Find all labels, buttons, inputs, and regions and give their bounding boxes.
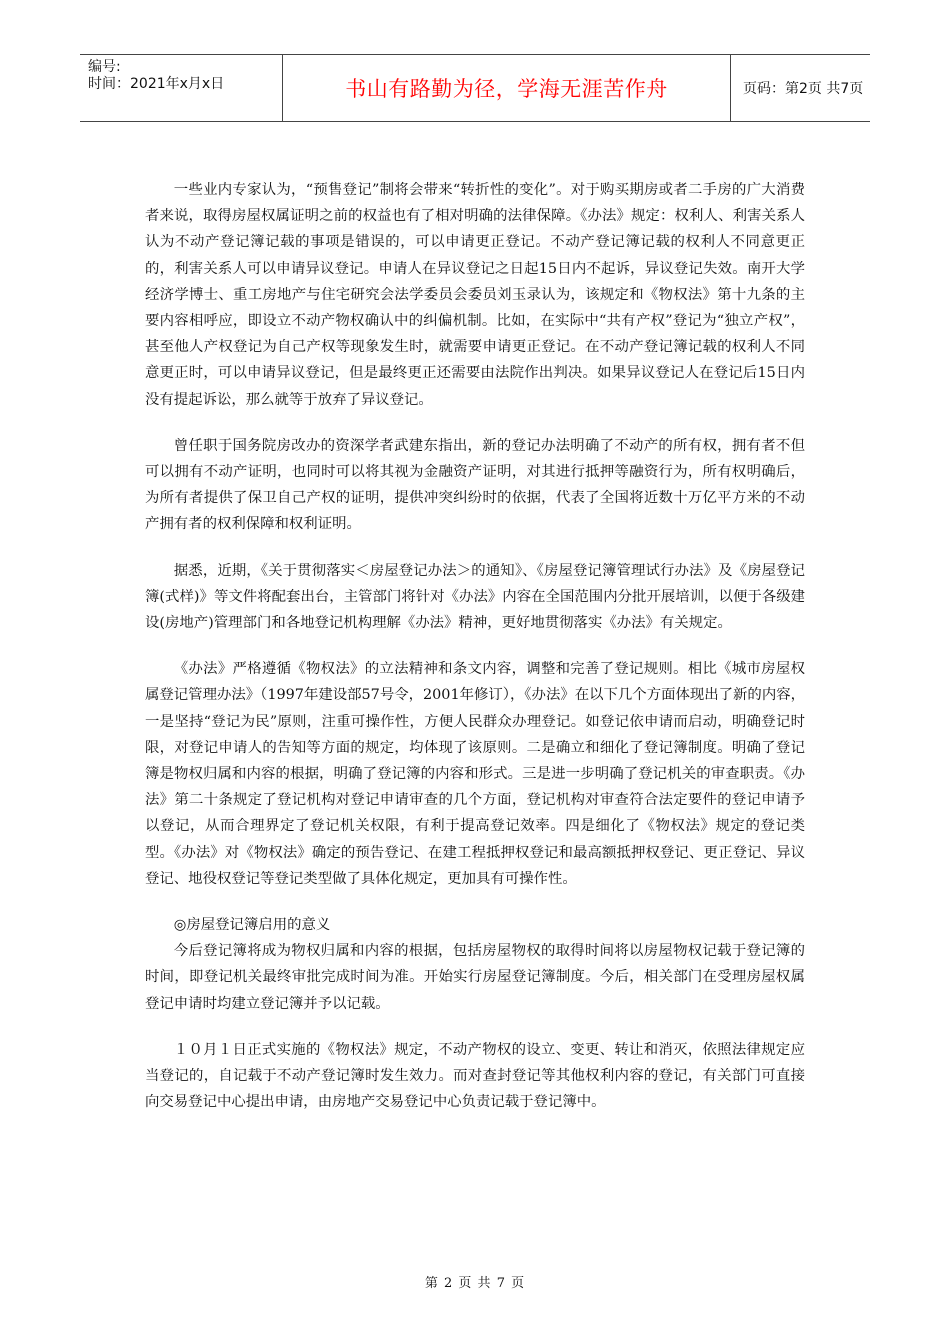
number-label: 编号: <box>88 59 121 75</box>
time-label: 时间：2021年x月x日 <box>88 76 225 92</box>
header-page-info: 页码：第2页 共7页 <box>743 81 864 97</box>
page-header <box>80 54 870 122</box>
paragraph: １０月１日正式实施的《物权法》规定，不动产物权的设立、变更、转让和消灭，依照法律规定应当登记的，自记载于不动产登记簿时发生效力。而对查封登记等其他权利内容的登记，有关部门可直接向交易登记中心提出申请，由房地产交易登记中心负责记载于登记簿中。 <box>145 1041 805 1111</box>
paragraph: 今后登记簿将成为物权归属和内容的根据，包括房屋物权的取得时间将以房屋物权记载于登记簿的时间，即登记机关最终审批完成时间为准。开始实行房屋登记簿制度。今后，相关部门在受理房屋权属登记申请时均建立登记簿并予以记载。 <box>145 943 805 1012</box>
paragraph: 一些业内专家认为，“预售登记”制将会带来“转折性的变化”。对于购买期房或者二手房的广大消费者来说，取得房屋权属证明之前的权益也有了相对明确的法律保障。《办法》规定：权利人、利害关系人认为不动产登记簿记载的事项是错误的，可以申请更正登记。不动产登记簿记载的权利人不同意更正的，利害关系人可以申请异议登记。申请人在异议登记之日起15日内不起诉，异议登记失效。南开大学经济学博士、重工房地产与住宅研究会法学委员会委员刘玉录认为，该规定和《物权法》第十九条的主要内容相呼应，即设立不动产物权确认中的纠偏机制。比如，在实际中“共有产权”登记为“独立产权”，甚至他人产权登记为自己产权等现象发生时，就需要申请更正登记。在不动产登记簿记载的权利人不同意更正时，可以申请异议登记，但是最终更正还需要由法院作出判决。如果异议登记人在登记后15日内没有提起诉讼，那么就等于放弃了异议登记。 <box>145 182 805 408</box>
header-motto: 书山有路勤为径，学海无涯苦作舟 <box>283 55 731 121</box>
paragraph: 据悉，近期，《关于贯彻落实＜房屋登记办法＞的通知》、《房屋登记簿管理试行办法》及《房屋登记簿(式样)》等文件将配套出台，主管部门将针对《办法》内容在全国范围内分批开展培训，以便于各级建设(房地产)管理部门和各地登记机构理解《办法》精神，更好地贯彻落实《办法》有关规定。 <box>145 562 805 632</box>
header-meta <box>80 55 283 121</box>
page-footer: 第 2 页 共 7 页 <box>424 1276 526 1291</box>
paragraph: 曾任职于国务院房改办的资深学者武建东指出，新的登记办法明确了不动产的所有权，拥有者不但可以拥有不动产证明，也同时可以将其视为金融资产证明，对其进行抵押等融资行为，所有权明确后，为所有者提供了保卫自己产权的证明，提供冲突纠纷时的依据，代表了全国将近数十万亿平方米的不动产拥有者的权利保障和权利证明。 <box>145 437 805 533</box>
section-heading: ◎房屋登记簿启用的意义 <box>173 917 331 934</box>
document-body <box>145 177 805 1136</box>
paragraph: 《办法》严格遵循《物权法》的立法精神和条文内容，调整和完善了登记规则。相比《城市房屋权属登记管理办法》（1997年建设部57号令，2001年修订），《办法》在以下几个方面体现出了新的内容，一是坚持“登记为民”原则，注重可操作性，方便人民群众办理登记。如登记依申请而启动，明确登记时限，对登记申请人的告知等方面的规定，均体现了该原则。二是确立和细化了登记簿制度。明确了登记簿是物权归属和内容的根据，明确了登记簿的内容和形式。三是进一步明确了登记机关的审查职责。《办法》第二十条规定了登记机构对登记申请审查的几个方面，登记机构对审查符合法定要件的登记申请予以登记，从而合理界定了登记机关权限，有利于提高登记效率。四是细化了《物权法》规定的登记类型。《办法》对《物权法》确定的预告登记、在建工程抵押权登记和最高额抵押权登记、更正登记、异议登记、地役权登记等登记类型做了具体化规定，更加具有可操作性。 <box>145 661 805 887</box>
